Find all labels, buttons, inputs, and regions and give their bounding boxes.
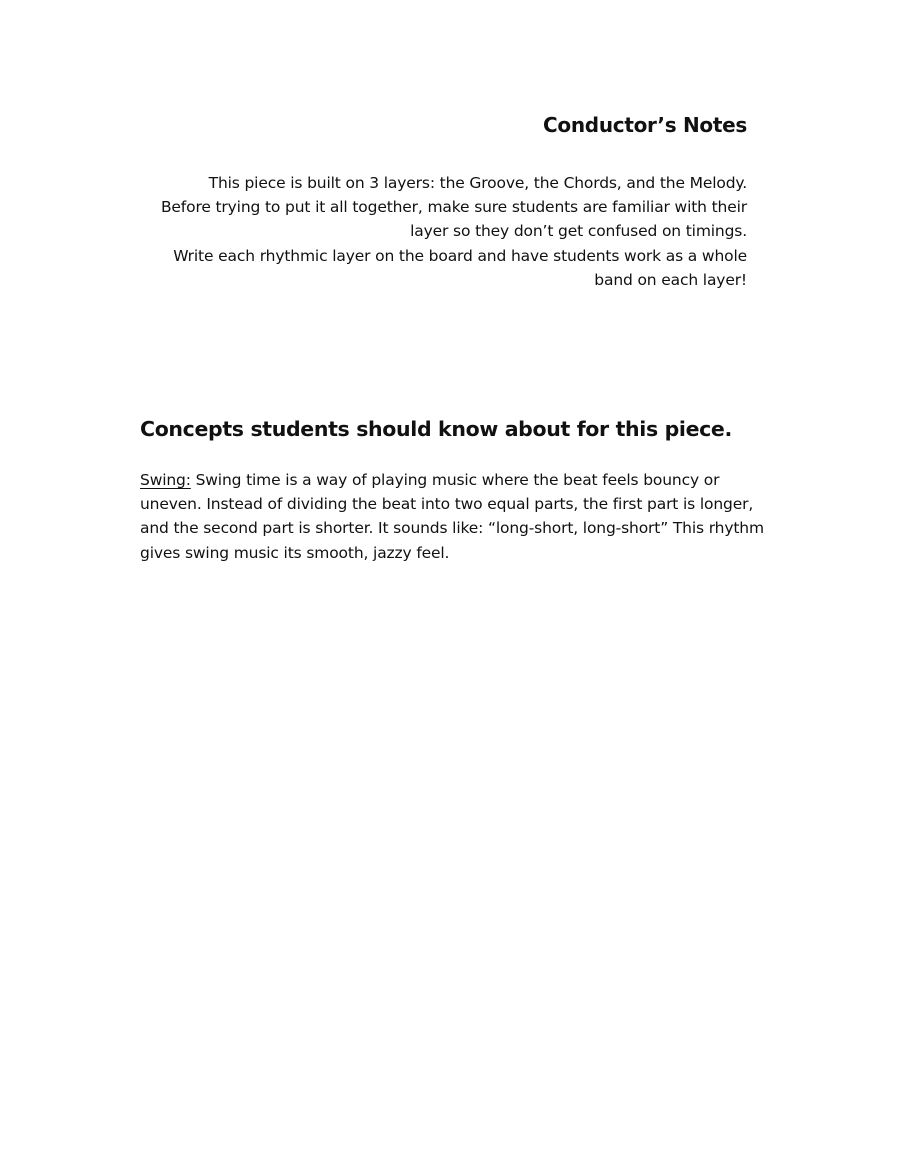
concept-line: and the second part is shorter. It sounds like: “long-short, long-short” This rhythm <box>140 519 764 538</box>
notes-line: This piece is built on 3 layers: the Groove, the Chords, and the Melody. <box>208 174 747 192</box>
concept-line: uneven. Instead of dividing the beat into two equal parts, the first part is longer, <box>140 495 754 514</box>
concept-term-swing: Swing: <box>140 471 191 489</box>
notes-line: Before trying to put it all together, make sure students are familiar with their <box>160 198 747 217</box>
concept-line: gives swing music its smooth, jazzy feel. <box>140 543 450 562</box>
concept-line <box>140 468 752 492</box>
notes-line: layer so they don’t get confused on timings. <box>410 222 747 241</box>
notes-line: Write each rhythmic layer on the board and have students work as a whole <box>173 246 747 265</box>
concepts-heading: Concepts students should know about for this piece. <box>140 417 732 441</box>
conductors-notes-paragraph <box>150 171 747 292</box>
concept-text: Swing time is a way of playing music where the beat feels bouncy or <box>190 471 720 489</box>
conductors-notes-heading: Conductor’s Notes <box>543 113 747 137</box>
concept-swing-paragraph <box>140 468 764 565</box>
notes-line: band on each layer! <box>594 270 747 289</box>
